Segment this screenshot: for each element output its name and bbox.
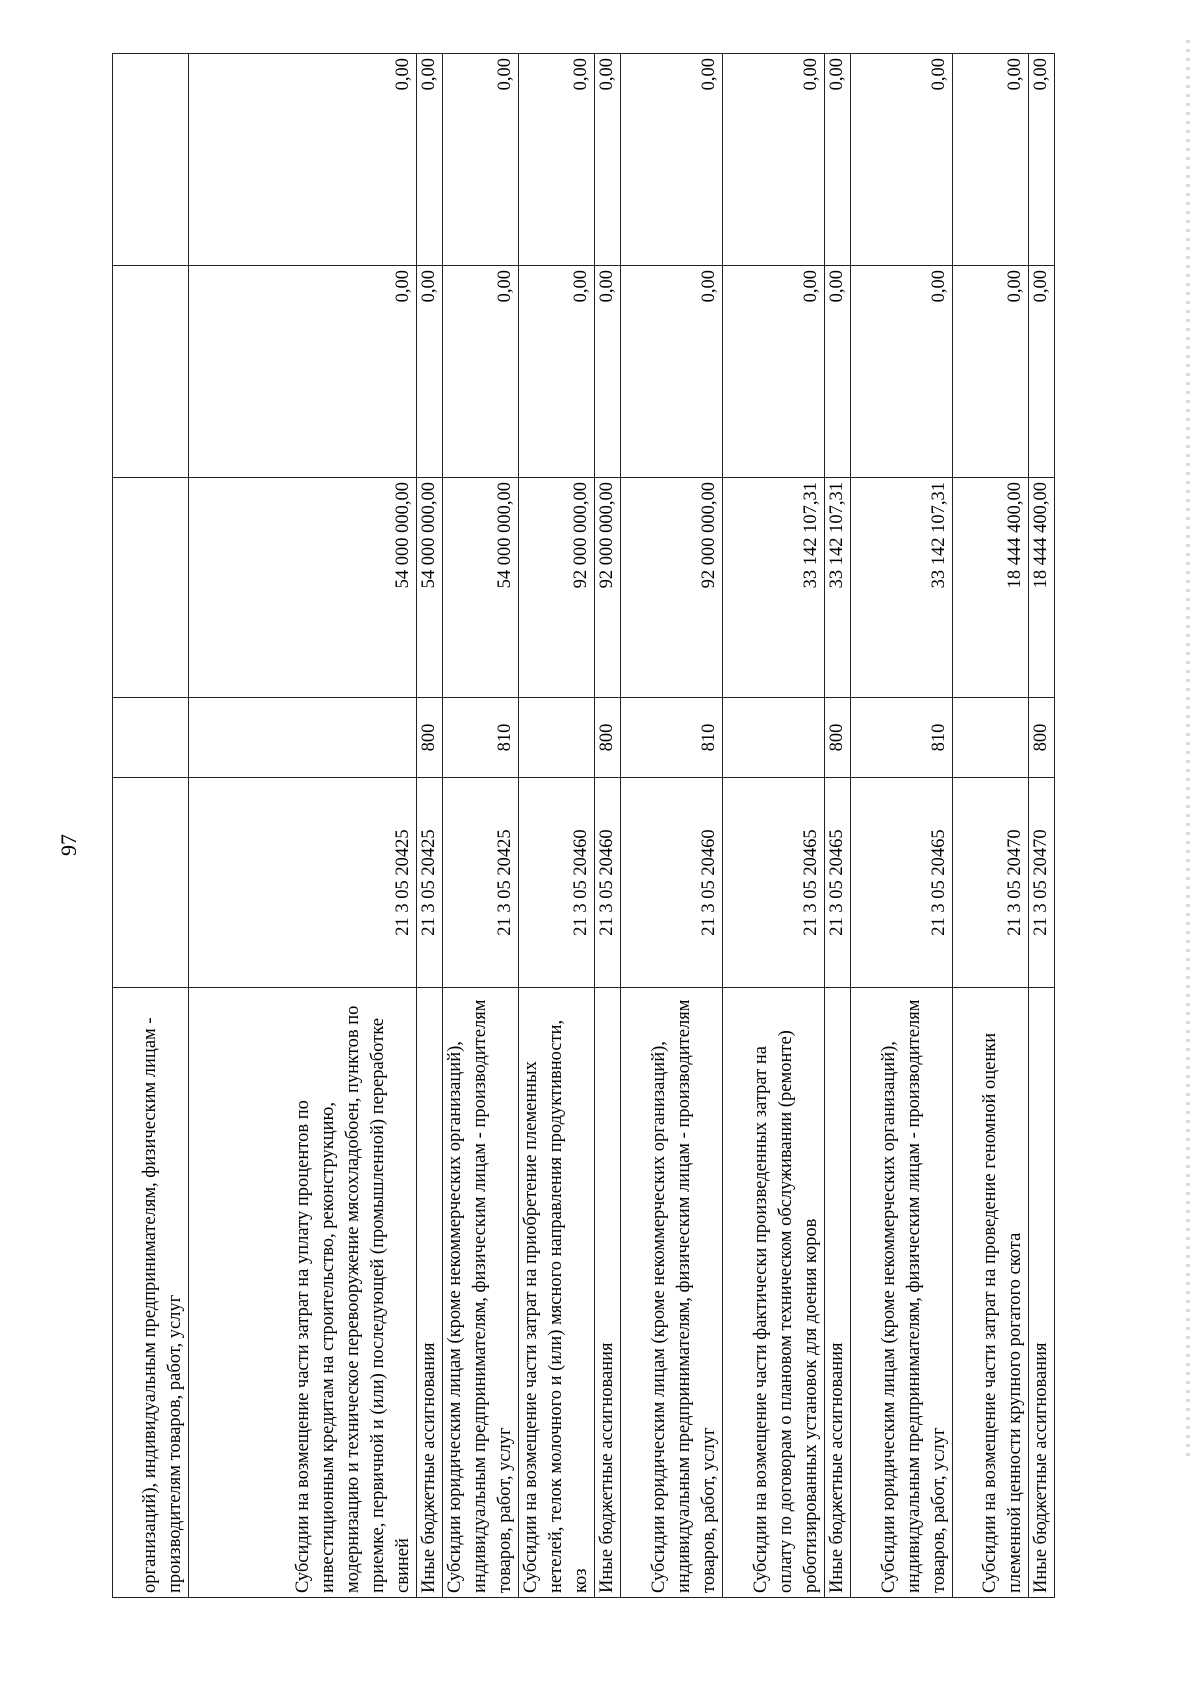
row-value-1: 33 142 107,31 — [851, 478, 953, 698]
table-row — [723, 54, 825, 1598]
row-name: Субсидии на возмещение части фактически произведенных затрат на оплату по договорам о плановом техническом обслуживании (ремонте) роботизированных установок для доения коров — [723, 988, 825, 1598]
row-value-3: 0,00 — [595, 54, 621, 266]
table-row — [621, 54, 723, 1598]
row-code: 21 3 05 20425 — [189, 778, 417, 988]
row-value-2: 0,00 — [189, 266, 417, 478]
row-expense-type — [519, 698, 595, 778]
row-code: 21 3 05 20465 — [825, 778, 851, 988]
row-value-1: 92 000 000,00 — [621, 478, 723, 698]
row-value-3: 0,00 — [519, 54, 595, 266]
row-expense-type: 810 — [851, 698, 953, 778]
row-expense-type: 800 — [595, 698, 621, 778]
row-expense-type — [953, 698, 1029, 778]
table-row — [825, 54, 851, 1598]
row-value-3: 0,00 — [189, 54, 417, 266]
row-value-3: 0,00 — [1029, 54, 1055, 266]
row-name: Субсидии на возмещение части затрат на уплату процентов по инвестиционным кредитам на строительство, реконструкцию, модернизацию и техническое перевооружение мясохладобоен, пунктов по приемке, первичной и (или) последующей (промышленной) переработке свиней — [189, 988, 417, 1598]
row-value-3: 0,00 — [825, 54, 851, 266]
row-code: 21 3 05 20460 — [621, 778, 723, 988]
row-value-3: 0,00 — [723, 54, 825, 266]
row-value-2: 0,00 — [953, 266, 1029, 478]
row-value-3: 0,00 — [953, 54, 1029, 266]
table-row — [417, 54, 443, 1598]
row-code: 21 3 05 20465 — [723, 778, 825, 988]
row-name: Субсидии на возмещение части затрат на приобретение племенных нетелей, телок молочного и (или) мясного направления продуктивности, коз — [519, 988, 595, 1598]
table-row — [113, 54, 189, 1598]
row-name: Иные бюджетные ассигнования — [595, 988, 621, 1598]
row-value-1: 18 444 400,00 — [953, 478, 1029, 698]
row-code: 21 3 05 20460 — [519, 778, 595, 988]
budget-table — [112, 53, 1055, 1598]
table-row — [189, 54, 417, 1598]
row-value-2: 0,00 — [1029, 266, 1055, 478]
row-value-1: 92 000 000,00 — [519, 478, 595, 698]
table-row — [1029, 54, 1055, 1598]
rotated-table-container — [112, 54, 1112, 1598]
row-code: 21 3 05 20470 — [1029, 778, 1055, 988]
row-value-2: 0,00 — [519, 266, 595, 478]
table-row — [851, 54, 953, 1598]
row-value-3: 0,00 — [443, 54, 519, 266]
row-code: 21 3 05 20425 — [443, 778, 519, 988]
row-value-1: 54 000 000,00 — [443, 478, 519, 698]
row-name: Субсидии юридическим лицам (кроме некоммерческих организаций), индивидуальным предпринимателям, физическим лицам - производителям товаров, работ, услуг — [851, 988, 953, 1598]
scan-artifact — [1186, 40, 1190, 1460]
row-value-1: 33 142 107,31 — [723, 478, 825, 698]
row-name: Субсидии юридическим лицам (кроме некоммерческих организаций), индивидуальным предпринимателям, физическим лицам - производителям товаров, работ, услуг — [443, 988, 519, 1598]
row-value-3: 0,00 — [851, 54, 953, 266]
row-value-2: 0,00 — [723, 266, 825, 478]
row-expense-type — [189, 698, 417, 778]
row-name: Иные бюджетные ассигнования — [417, 988, 443, 1598]
row-value-2: 0,00 — [825, 266, 851, 478]
page-number: 97 — [56, 834, 81, 856]
table-row — [443, 54, 519, 1598]
row-name: Субсидии юридическим лицам (кроме некоммерческих организаций), индивидуальным предпринимателям, физическим лицам - производителям товаров, работ, услуг — [621, 988, 723, 1598]
row-code — [113, 778, 189, 988]
row-name: Субсидии на возмещение части затрат на проведение геномной оценки племенной ценности крупного рогатого скота — [953, 988, 1029, 1598]
row-expense-type — [723, 698, 825, 778]
budget-table-body — [113, 54, 1055, 1598]
table-row — [519, 54, 595, 1598]
row-value-3 — [113, 54, 189, 266]
row-name: организаций), индивидуальным предпринимателям, физическим лицам - производителям товаров, работ, услуг — [113, 988, 189, 1598]
row-value-1: 92 000 000,00 — [595, 478, 621, 698]
row-code: 21 3 05 20465 — [851, 778, 953, 988]
row-value-1: 54 000 000,00 — [189, 478, 417, 698]
row-code: 21 3 05 20470 — [953, 778, 1029, 988]
row-value-2 — [113, 266, 189, 478]
row-value-2: 0,00 — [621, 266, 723, 478]
row-expense-type: 800 — [417, 698, 443, 778]
row-value-1 — [113, 478, 189, 698]
row-value-1: 18 444 400,00 — [1029, 478, 1055, 698]
row-name: Иные бюджетные ассигнования — [1029, 988, 1055, 1598]
row-code: 21 3 05 20460 — [595, 778, 621, 988]
row-expense-type: 810 — [621, 698, 723, 778]
row-value-2: 0,00 — [851, 266, 953, 478]
row-value-1: 54 000 000,00 — [417, 478, 443, 698]
row-value-3: 0,00 — [621, 54, 723, 266]
table-row — [595, 54, 621, 1598]
row-expense-type: 800 — [1029, 698, 1055, 778]
table-row — [953, 54, 1029, 1598]
row-value-2: 0,00 — [417, 266, 443, 478]
row-expense-type: 810 — [443, 698, 519, 778]
row-value-2: 0,00 — [595, 266, 621, 478]
row-name: Иные бюджетные ассигнования — [825, 988, 851, 1598]
row-value-2: 0,00 — [443, 266, 519, 478]
row-expense-type: 800 — [825, 698, 851, 778]
row-expense-type — [113, 698, 189, 778]
row-value-1: 33 142 107,31 — [825, 478, 851, 698]
row-value-3: 0,00 — [417, 54, 443, 266]
row-code: 21 3 05 20425 — [417, 778, 443, 988]
